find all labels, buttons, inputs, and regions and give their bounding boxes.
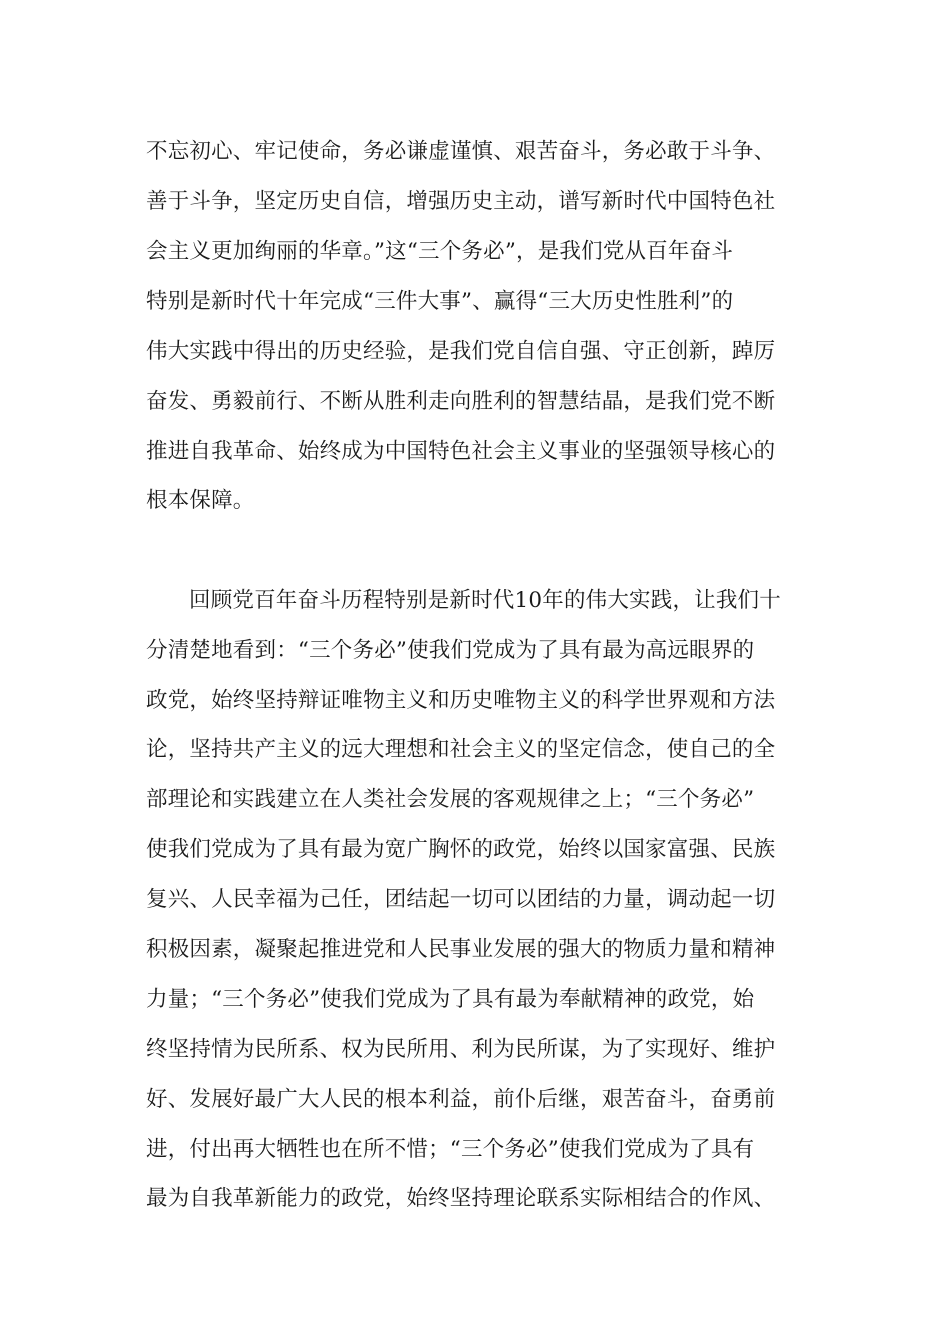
text-line: 好、发展好最广大人民的根本利益，前仆后继，艰苦奋斗，奋勇前 — [146, 1087, 776, 1112]
text-line: 政党，始终坚持辩证唯物主义和历史唯物主义的科学世界观和方法 — [146, 688, 776, 713]
text-line: 特别是新时代十年完成“三件大事”、赢得“三大历史性胜利”的 — [146, 289, 734, 314]
text-line: 伟大实践中得出的历史经验，是我们党自信自强、守正创新，踔厉 — [146, 339, 776, 364]
text-line: 部理论和实践建立在人类社会发展的客观规律之上；“三个务必” — [146, 787, 755, 812]
text-line: 进，付出再大牺牲也在所不惜；“三个务必”使我们党成为了具有 — [146, 1137, 755, 1162]
text-line: 终坚持情为民所系、权为民所用、利为民所谋，为了实现好、维护 — [146, 1037, 776, 1062]
text-line: 不忘初心、牢记使命，务必谦虚谨慎、艰苦奋斗，务必敢于斗争、 — [146, 139, 776, 164]
text-line: 根本保障。 — [146, 488, 255, 513]
text-line: 推进自我革命、始终成为中国特色社会主义事业的坚强领导核心的 — [146, 439, 776, 464]
text-line: 力量；“三个务必”使我们党成为了具有最为奉献精神的政党，始 — [146, 987, 755, 1012]
text-line: 回顾党百年奋斗历程特别是新时代10年的伟大实践，让我们十 — [189, 588, 781, 613]
text-line: 论，坚持共产主义的远大理想和社会主义的坚定信念，使自己的全 — [146, 737, 776, 762]
text-line: 使我们党成为了具有最为宽广胸怀的政党，始终以国家富强、民族 — [146, 837, 776, 862]
text-line: 复兴、人民幸福为己任，团结起一切可以团结的力量，调动起一切 — [146, 887, 776, 912]
text-line: 会主义更加绚丽的华章。”这“三个务必”，是我们党从百年奋斗 — [146, 239, 734, 264]
text-line: 积极因素，凝聚起推进党和人民事业发展的强大的物质力量和精神 — [146, 937, 776, 962]
text-line: 善于斗争，坚定历史自信，增强历史主动，谱写新时代中国特色社 — [146, 189, 776, 214]
text-line: 最为自我革新能力的政党，始终坚持理论联系实际相结合的作风、 — [146, 1186, 776, 1211]
text-line: 分清楚地看到：“三个务必”使我们党成为了具有最为高远眼界的 — [146, 638, 755, 663]
text-line: 奋发、勇毅前行、不断从胜利走向胜利的智慧结晶，是我们党不断 — [146, 389, 776, 414]
